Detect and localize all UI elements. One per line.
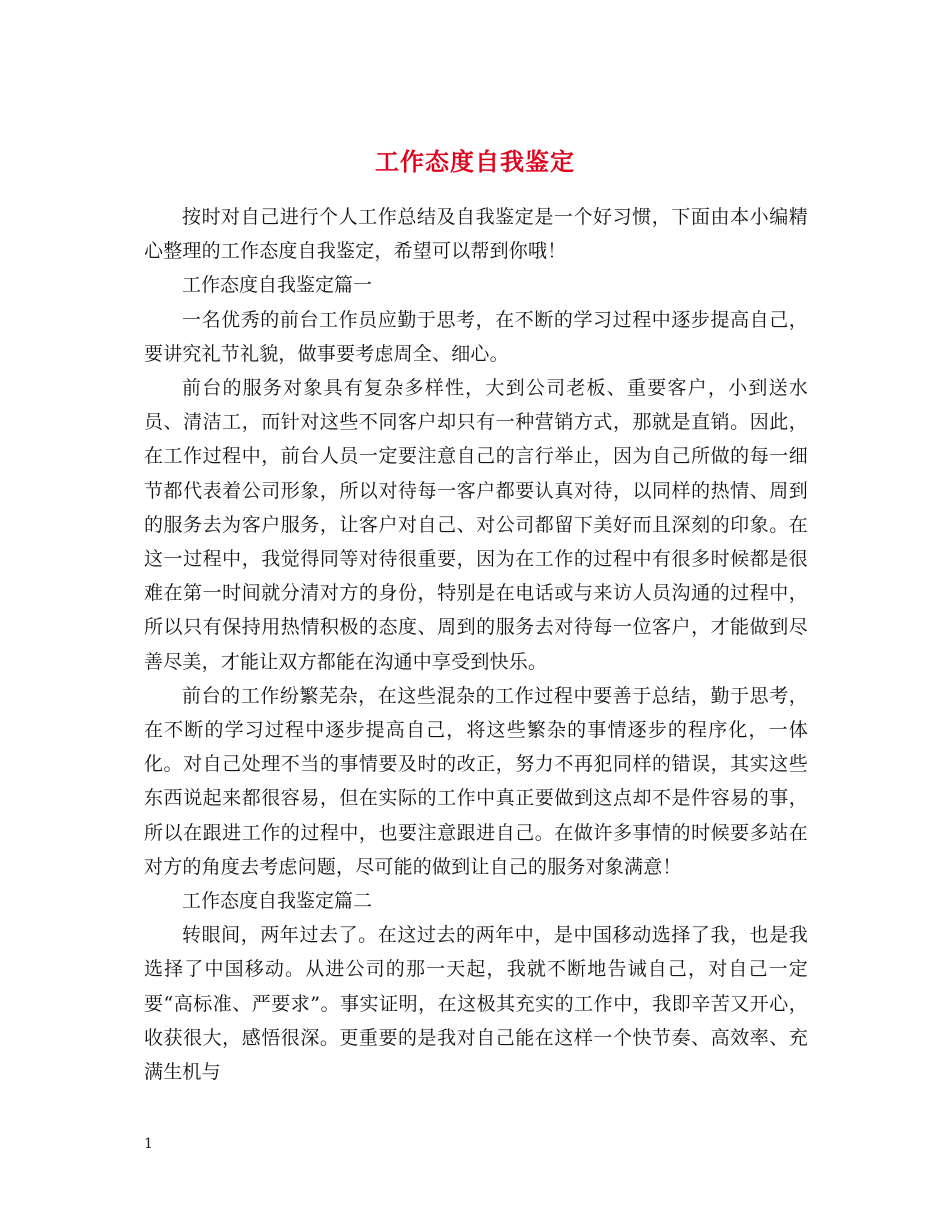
document-title: 工作态度自我鉴定 (375, 147, 575, 177)
section-heading-1: 工作态度自我鉴定篇一 (182, 274, 373, 297)
section-heading-2: 工作态度自我鉴定篇二 (182, 890, 373, 913)
document-body (144, 200, 808, 1089)
page-number: 1 (144, 1136, 153, 1152)
section-2-paragraph-1: 转眼间，两年过去了。在这过去的两年中，是中国移动选择了我，也是我选择了中国移动。从进公司的那一天起，我就不断地告诫自己，对自己一定要“高标准、严要求”。事实证明，在这极其充实的工作中，我即辛苦又开心，收获很大，感悟很深。更重要的是我对自己能在这样一个快节奏、高效率、充满生机与 (144, 924, 808, 1084)
section-1-paragraph-1: 一名优秀的前台工作员应勤于思考，在不断的学习过程中逐步提高自己，要讲究礼节礼貌，做事要考虑周全、细心。 (144, 308, 808, 365)
intro-paragraph: 按时对自己进行个人工作总结及自我鉴定是一个好习惯，下面由本小编精心整理的工作态度自我鉴定，希望可以帮到你哦！ (144, 206, 808, 263)
section-1-paragraph-3: 前台的工作纷繁芜杂，在这些混杂的工作过程中要善于总结，勤于思考，在不断的学习过程中逐步提高自己，将这些繁杂的事情逐步的程序化，一体化。对自己处理不当的事情要及时的改正，努力不再犯同样的错误，其实这些东西说起来都很容易，但在实际的工作中真正要做到这点却不是件容易的事，所以在跟进工作的过程中，也要注意跟进自己。在做许多事情的时候要多站在对方的角度去考虑问题，尽可能的做到让自己的服务对象满意！ (144, 684, 808, 878)
section-1-paragraph-2: 前台的服务对象具有复杂多样性，大到公司老板、重要客户，小到送水员、清洁工，而针对这些不同客户却只有一种营销方式，那就是直销。因此，在工作过程中，前台人员一定要注意自己的言行举止，因为自己所做的每一细节都代表着公司形象，所以对待每一客户都要认真对待，以同样的热情、周到的服务去为客户服务，让客户对自己、对公司都留下美好而且深刻的印象。在这一过程中，我觉得同等对待很重要，因为在工作的过程中有很多时候都是很难在第一时间就分清对方的身份，特别是在电话或与来访人员沟通的过程中，所以只有保持用热情积极的态度、周到的服务去对待每一位客户，才能做到尽善尽美，才能让双方都能在沟通中享受到快乐。 (144, 377, 808, 673)
